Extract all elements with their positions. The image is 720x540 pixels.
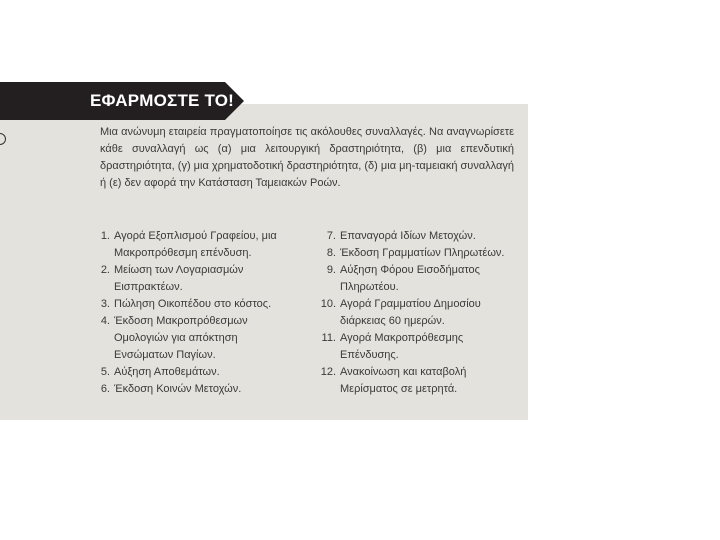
item-number: 1. (100, 230, 110, 242)
item-text: Ανακοίνωση και καταβολή Μερίσματος σε μετρητά. (340, 366, 467, 395)
item-number: 2. (100, 264, 110, 276)
banner-title: ΕΦΑΡΜΟΣΤΕ ΤΟ! (90, 91, 235, 110)
item-text: Μείωση των Λογαριασμών Εισπρακτέων. (114, 264, 244, 293)
item-text: Πώληση Οικοπέδου στο κόστος. (114, 298, 272, 310)
list-item (318, 364, 518, 398)
item-number: 6. (100, 383, 110, 395)
item-number: 5. (100, 366, 110, 378)
item-number: 4. (100, 315, 110, 327)
item-number: 7. (326, 230, 336, 242)
item-number: 9. (326, 264, 336, 276)
item-number: 11. (321, 332, 336, 344)
list-item (318, 330, 518, 364)
list-item (98, 296, 298, 313)
item-number: 12. (320, 366, 336, 378)
item-text: Επαναγορά Ιδίων Μετοχών. (340, 230, 476, 242)
item-number: 8. (326, 247, 336, 259)
list-item (98, 381, 298, 398)
item-text: Έκδοση Γραμματίων Πληρωτέων. (340, 247, 505, 259)
items-list-right (318, 228, 518, 398)
exercise-instructions: Μια ανώνυμη εταιρεία πραγματοποίησε τις ακόλουθες συναλλαγές. Να αναγνωρίσετε κάθε συναλλαγή ως (α) μια λειτουργική δραστηριότητα, (β) μια επενδυτική δραστηριότητα, (γ) μια χρηματοδοτική δραστηριότητα, (δ) μια μη-ταμειακή συναλλαγή ή (ε) δεν αφορά την Κατάσταση Ταμειακών Ροών. (100, 126, 514, 189)
item-text: Έκδοση Μακροπρόθεσμων Ομολογιών για απόκτηση Ενσώματων Παγίων. (114, 315, 248, 361)
item-text: Έκδοση Κοινών Μετοχών. (114, 383, 242, 395)
list-item (318, 245, 518, 262)
item-number: 3. (100, 298, 110, 310)
items-list-left (98, 228, 298, 398)
list-item (98, 364, 298, 381)
list-item (318, 296, 518, 330)
list-item (98, 228, 298, 262)
list-item (98, 262, 298, 296)
list-item (318, 228, 518, 245)
list-item (98, 313, 298, 364)
list-item (318, 262, 518, 296)
item-text: Αγορά Μακροπρόθεσμης Επένδυσης. (340, 332, 464, 361)
item-text: Αύξηση Φόρου Εισοδήματος Πληρωτέου. (340, 264, 480, 293)
item-text: Αύξηση Αποθεμάτων. (114, 366, 220, 378)
item-number: 10. (320, 298, 336, 310)
item-text: Αγορά Γραμματίου Δημοσίου διάρκειας 60 ημερών. (340, 298, 481, 327)
item-text: Αγορά Εξοπλισμού Γραφείου, μια Μακροπρόθεσμη επένδυση. (114, 230, 277, 259)
